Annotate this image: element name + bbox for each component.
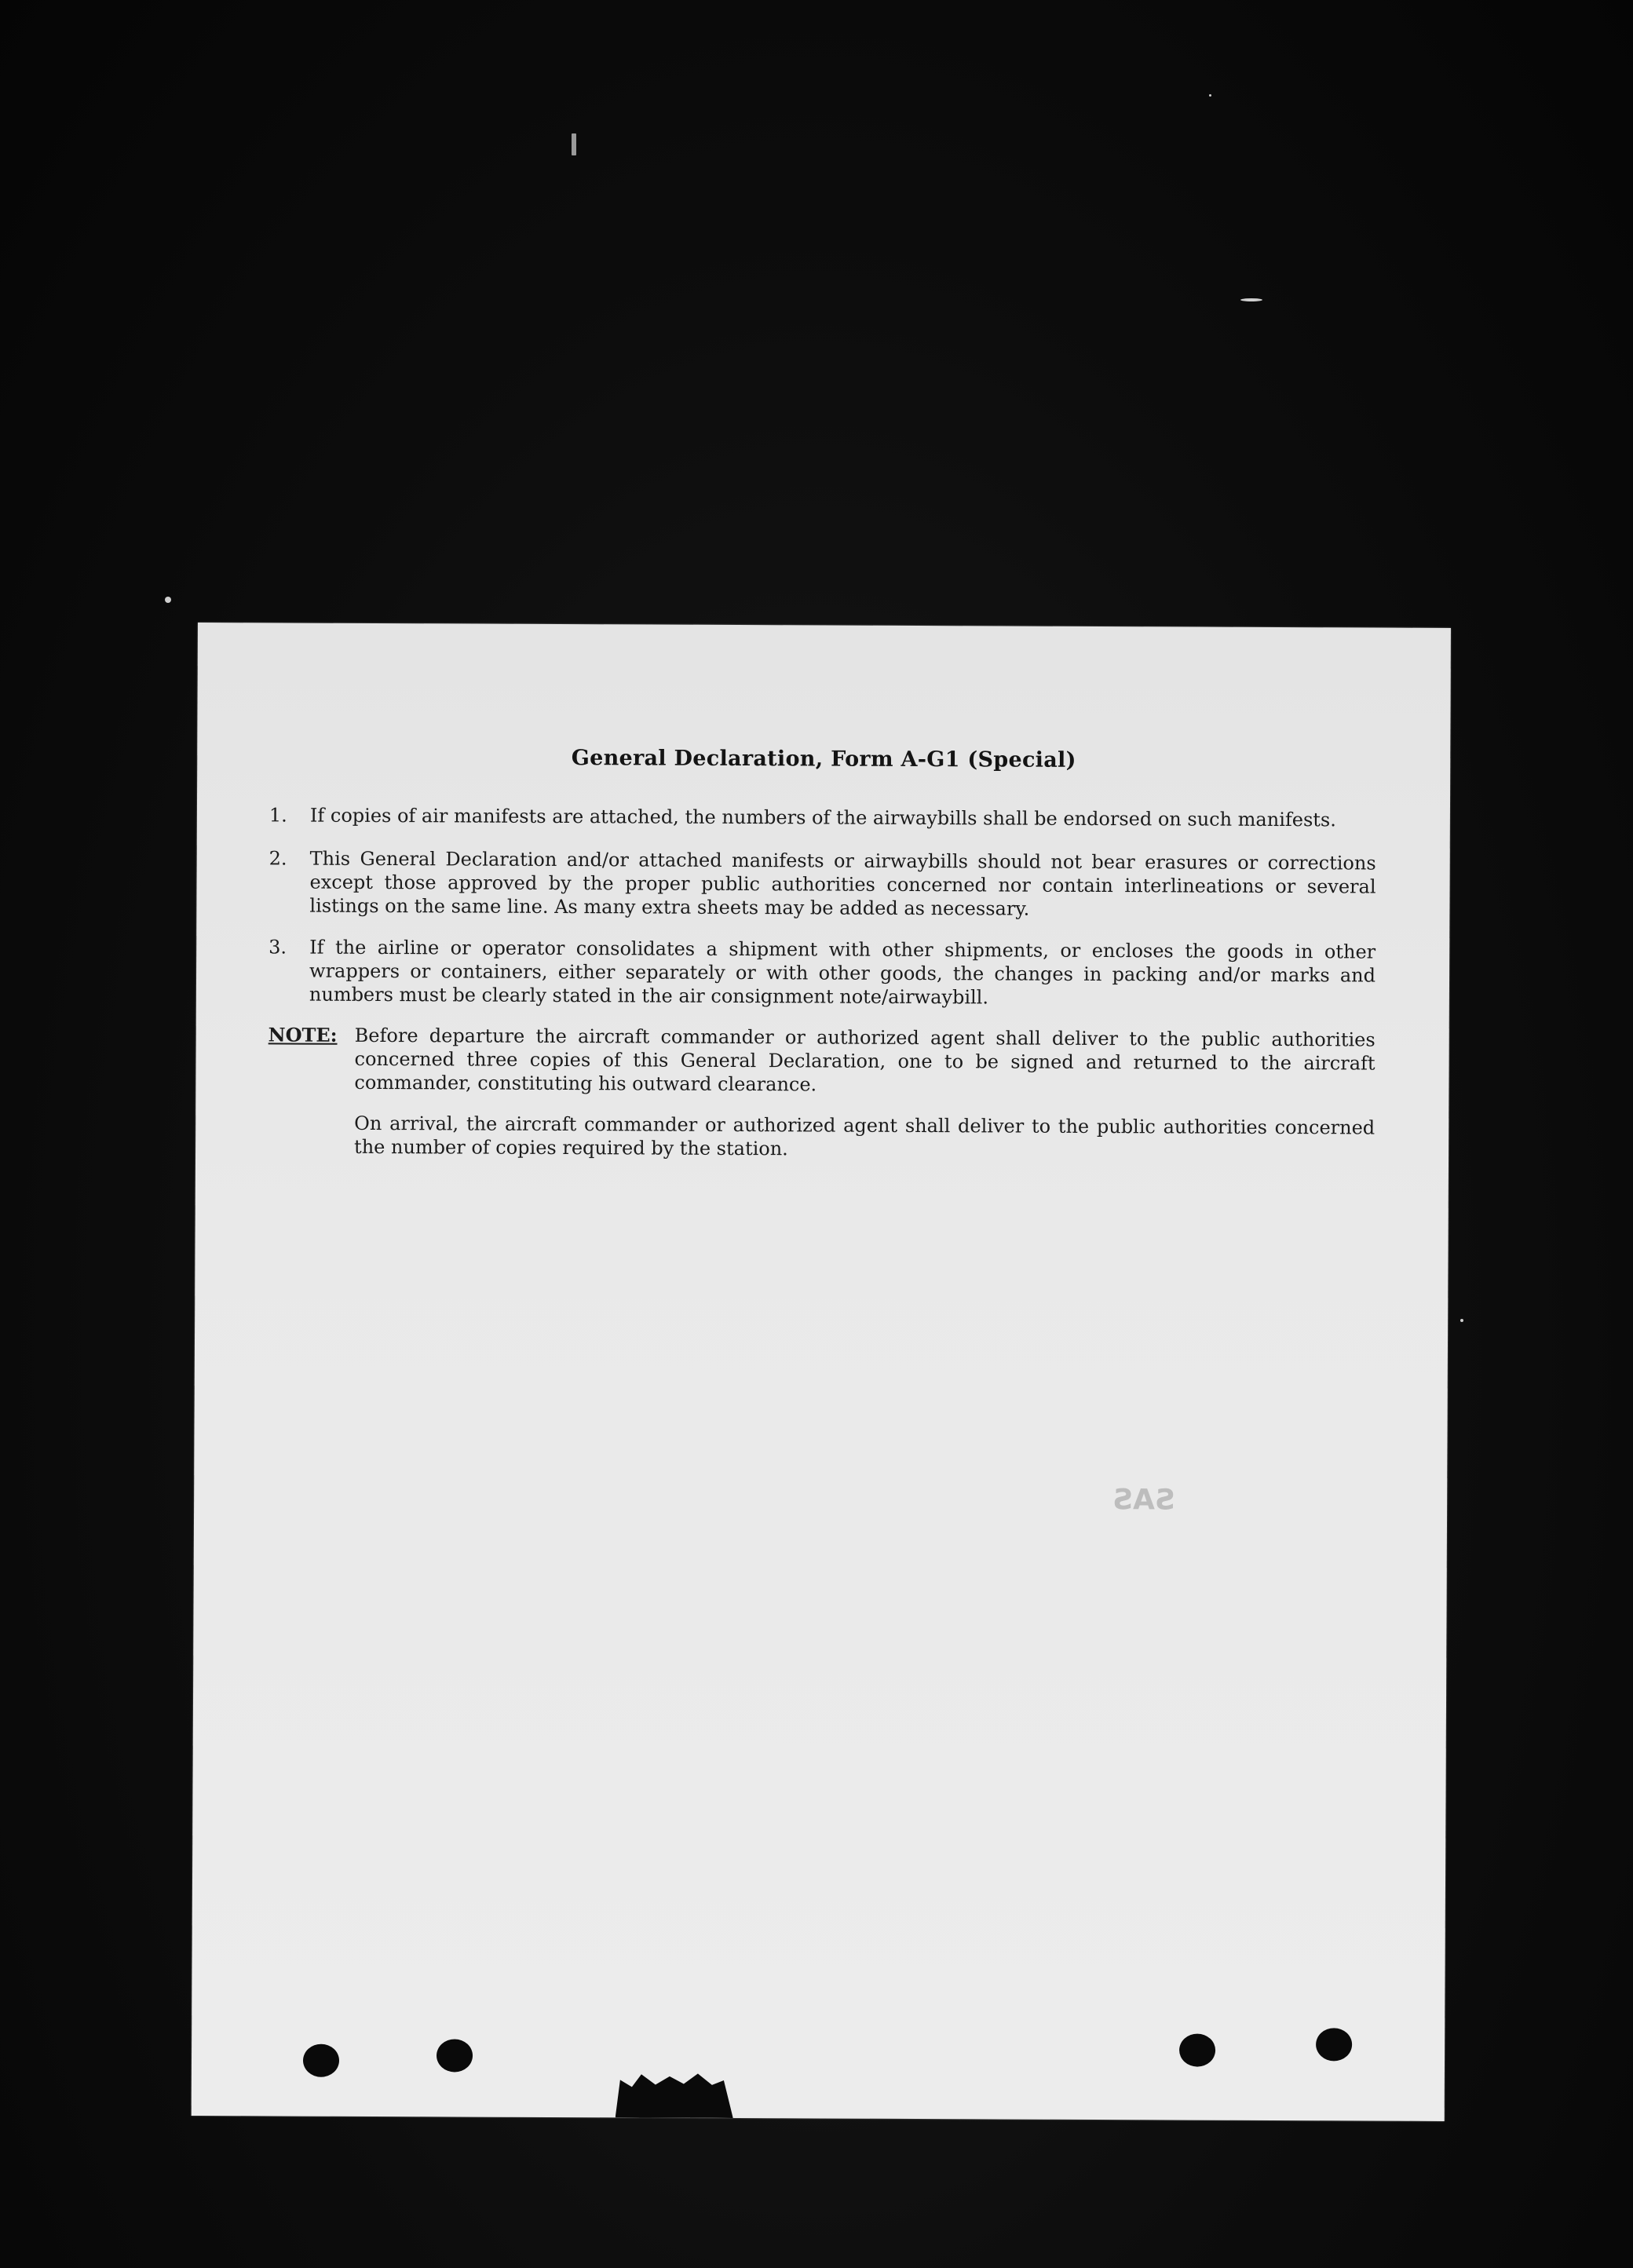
dust-speck xyxy=(1460,1319,1463,1322)
dust-speck xyxy=(165,597,171,603)
item-number: 3. xyxy=(269,936,287,959)
item-number: 2. xyxy=(269,847,287,870)
punch-hole xyxy=(1179,2033,1215,2066)
note-body xyxy=(354,1024,1375,1163)
punch-hole xyxy=(303,2044,339,2077)
dust-speck xyxy=(1240,298,1262,301)
dust-speck xyxy=(1209,94,1211,97)
punch-hole xyxy=(437,2039,473,2072)
punch-hole xyxy=(1316,2028,1352,2061)
note-paragraph-arrival: On arrival, the aircraft commander or authorized agent shall deliver to the public authorities concerned the number of copies required by the station. xyxy=(354,1112,1375,1160)
document-title: General Declaration, Form A-G1 (Special) xyxy=(571,746,1076,772)
instruction-item-1 xyxy=(269,803,1376,831)
note-label: NOTE: xyxy=(268,1023,338,1046)
torn-edge xyxy=(616,2070,733,2118)
item-number: 1. xyxy=(269,804,287,827)
item-text: If the airline or operator consolidates a shipment with other shipments, or encloses the goods in other wrappers or containers, either separately or with other goods, the changes in packing and/or marks and numbers must be clearly stated in the air consignment note/airwaybill. xyxy=(309,936,1376,1009)
instruction-item-3 xyxy=(269,935,1375,1010)
dust-speck xyxy=(572,133,576,155)
document-page xyxy=(192,623,1451,2121)
bleed-through-mark: SAS xyxy=(1112,1484,1175,1517)
item-text: If copies of air manifests are attached, the numbers of the airwaybills shall be endorsed on such manifests. xyxy=(309,804,1336,831)
item-text: This General Declaration and/or attached manifests or airwaybills should not bear erasures or corrections except those approved by the proper public authorities concerned nor contain interlineations or several listings on the same line. As many extra sheets may be added as necessary. xyxy=(309,847,1376,920)
instruction-item-2 xyxy=(269,846,1375,922)
note-section xyxy=(268,1023,1375,1180)
note-paragraph-departure: Before departure the aircraft commander or authorized agent shall deliver to the public authorities concerned three copies of this General Declaration, one to be signed and returned to the aircraft commander, constituting his outward clearance. xyxy=(354,1024,1375,1096)
